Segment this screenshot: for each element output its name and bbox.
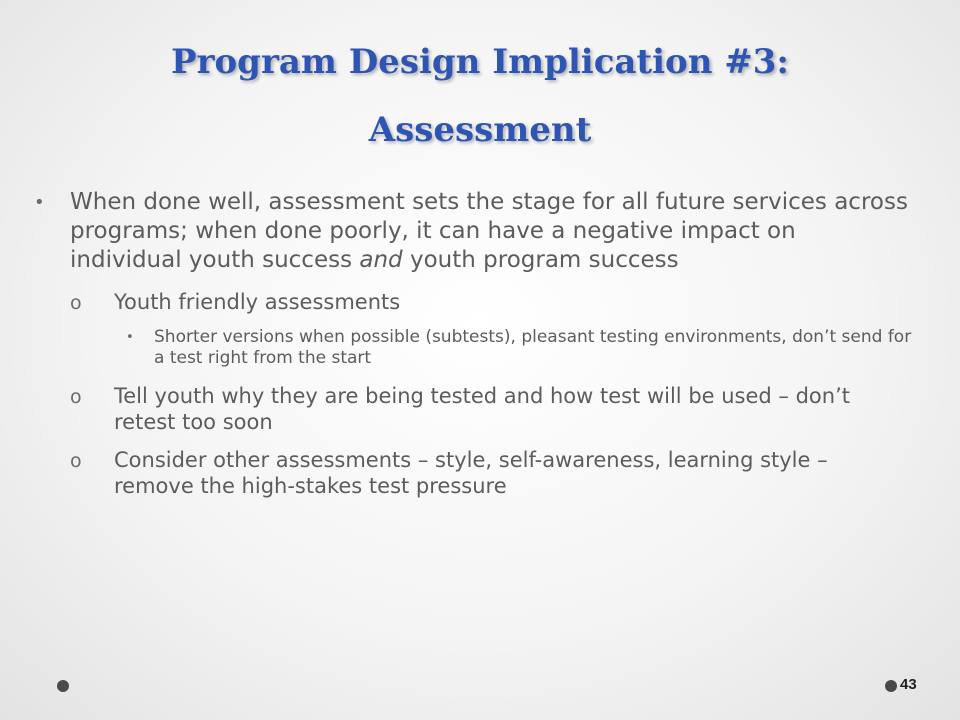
sub-bullet-youth-friendly-text: Youth friendly assessments [114,290,401,314]
sub-bullet-marker-icon: o [70,292,82,314]
sub-bullet-marker-icon: o [70,450,82,472]
sub-bullet-other-assessments [70,447,914,499]
slide-body [34,188,914,511]
bullet-main-text-after: youth program success [402,247,679,273]
bullet-main-text-before: When done well, assessment sets the stage for all future services across programs; when done poorly, it can have a negative impact on individual youth success [70,189,908,273]
title-line-2: Assessment [368,110,592,150]
footer-dot-right-icon [885,680,897,692]
page-number: 43 [900,676,917,693]
bullet-icon: • [34,192,45,213]
sub-bullet-other-assessments-text: Consider other assessments – style, self-awareness, learning style – remove the high-stakes test pressure [114,448,828,498]
sub-bullet-marker-icon: o [70,386,82,408]
slide-title [60,28,900,164]
bullet-main-emphasis: and [359,247,403,273]
detail-bullet-shorter-versions [114,327,914,369]
detail-bullet-text: Shorter versions when possible (subtests), pleasant testing environments, don’t send for a test right from the start [154,327,912,368]
bullet-main [34,188,914,275]
sub-bullet-tell-youth-text: Tell youth why they are being tested and how test will be used – don’t retest too soon [114,384,850,434]
title-line-1: Program Design Implication #3: [171,42,789,82]
sub-bullet-youth-friendly [70,289,914,315]
footer-dot-left-icon [57,680,69,692]
sub-bullet-tell-youth [70,383,914,435]
detail-bullet-icon: • [126,330,134,345]
